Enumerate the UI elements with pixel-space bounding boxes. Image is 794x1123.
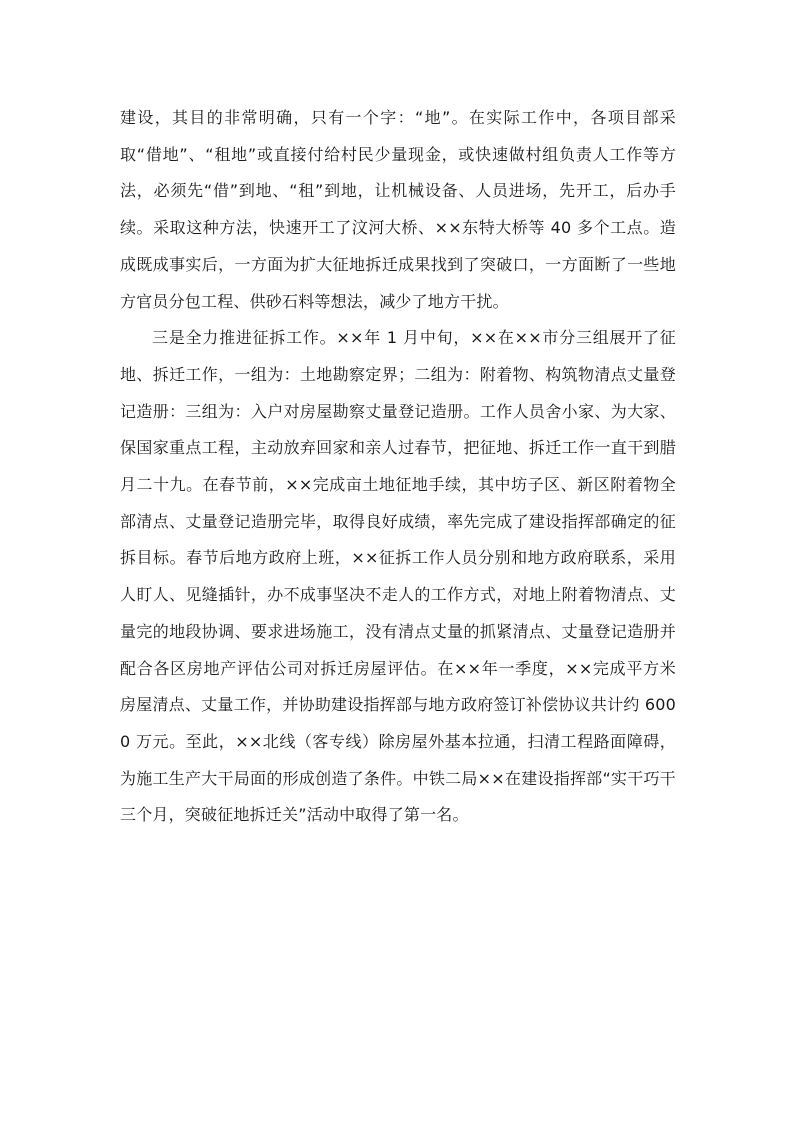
- paragraph-2: 三是全力推进征拆工作。××年 1 月中旬，××在××市分三组展开了征地、拆迁工作，一组为：土地勘察定界；二组为：附着物、构筑物清点丈量登记造册：三组为：入户对房屋勘察丈量登记造册。工作人员舍小家、为大家、保国家重点工程，主动放弃回家和亲人过春节，把征地、拆迁工作一直干到腊月二十九。在春节前，××完成亩土地征地手续，其中坊子区、新区附着物全部清点、丈量登记造册完毕，取得良好成绩，率先完成了建设指挥部确定的征拆目标。春节后地方政府上班，××征拆工作人员分别和地方政府联系，采用人盯人、见缝插针，办不成事坚决不走人的工作方式，对地上附着物清点、丈量完的地段协调、要求进场施工，没有清点丈量的抓紧清点、丈量登记造册并配合各区房地产评估公司对拆迁房屋评估。在××年一季度，××完成平方米房屋清点、丈量工作，并协助建设指挥部与地方政府签订补偿协议共计约 6000 万元。至此，××北线（客专线）除房屋外基本拉通，扫清工程路面障碍，为施工生产大干局面的形成创造了条件。中铁二局××在建设指挥部“实干巧干三个月，突破征地拆迁关”活动中取得了第一名。: [120, 328, 676, 825]
- paragraph-1: 建设，其目的非常明确，只有一个字：“地”。在实际工作中，各项目部采取“借地”、“租地”或直接付给村民少量现金，或快速做村组负责人工作等方法，必须先“借”到地、“租”到地，让机械设备、人员进场，先开工，后办手续。采取这种方法，快速开工了汶河大桥、××东特大桥等 40 多个工点。造成既成事实后，一方面为扩大征地拆迁成果找到了突破口，一方面断了一些地方官员分包工程、供砂石料等想法，减少了地方干扰。: [120, 108, 676, 311]
- document-body: [120, 100, 676, 834]
